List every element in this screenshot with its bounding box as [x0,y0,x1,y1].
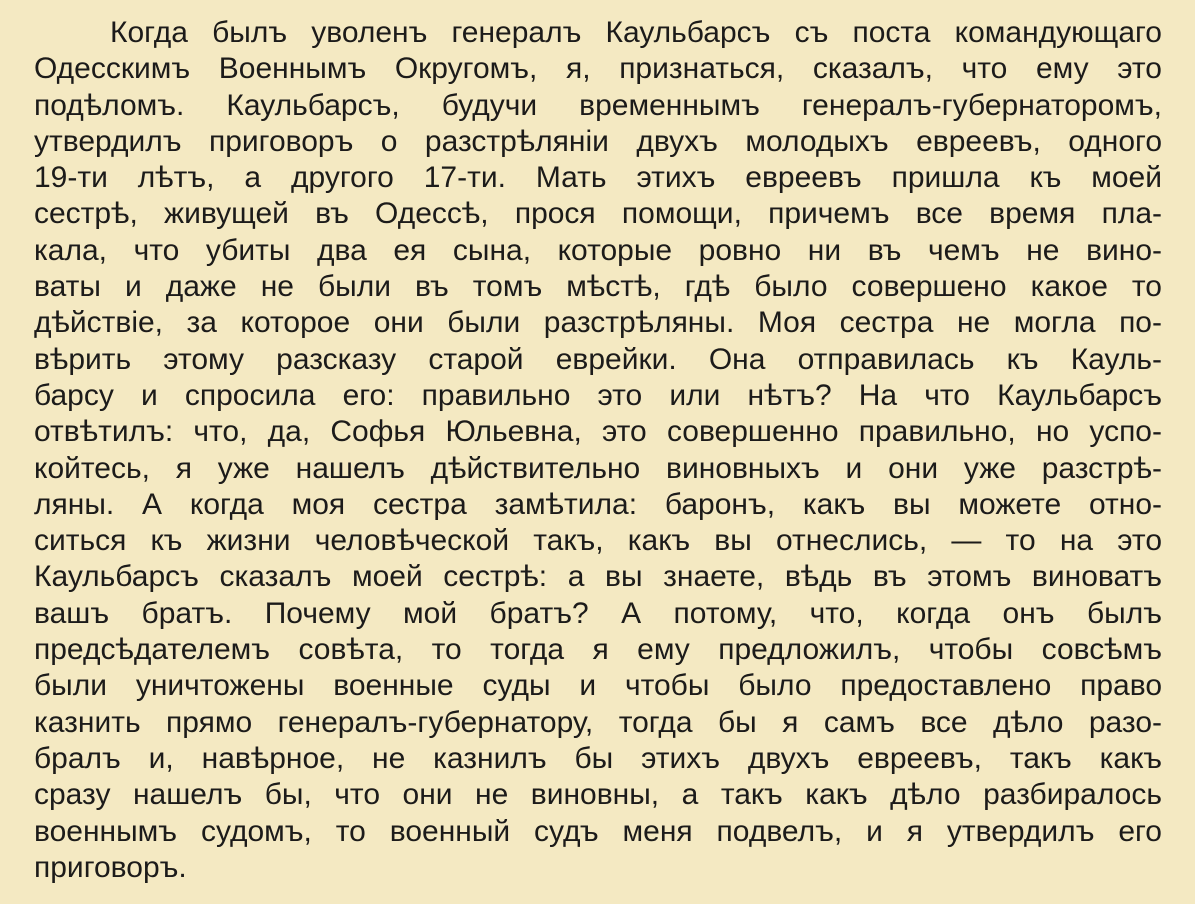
text-line: ситься къ жизни человѣческой такъ, какъ вы отнеслись, — то на это [34,524,1162,558]
text-line: дѣйствіе, за которое они были разстрѣляны. Моя сестра не могла по- [34,306,1162,340]
text-line: Одесскимъ Военнымъ Округомъ, я, признаться, сказалъ, что ему это [34,52,1162,86]
text-line: утвердилъ приговоръ о разстрѣляніи двухъ молодыхъ евреевъ, одного [34,124,1162,158]
text-line: ляны. А когда моя сестра замѣтила: баронъ, какъ вы можете отно- [34,487,1162,521]
text-line: подѣломъ. Каульбарсъ, будучи временнымъ генералъ-губернаторомъ, [34,88,1162,122]
text-line: приговоръ. [34,850,187,884]
text-line: ваты и даже не были въ томъ мѣстѣ, гдѣ было совершено какое то [34,270,1162,304]
text-line: Когда былъ уволенъ генералъ Каульбарсъ съ поста командующаго [110,16,1162,49]
text-line: были уничтожены военные суды и чтобы было предоставлено право [34,669,1162,703]
paragraph [34,15,1162,886]
text-line: военнымъ судомъ, то военный судъ меня подвелъ, и я утвердилъ его [34,814,1162,848]
text-line: вашъ братъ. Почему мой братъ? А потому, что, когда онъ былъ [34,596,1162,630]
text-line: Каульбарсъ сказалъ моей сестрѣ: а вы знаете, вѣдь въ этомъ виноватъ [34,560,1162,594]
text-line: отвѣтилъ: что, да, Софья Юльевна, это совершенно правильно, но успо- [34,415,1162,449]
text-line: бралъ и, навѣрное, не казнилъ бы этихъ двухъ евреевъ, такъ какъ [34,741,1162,775]
text-line: казнить прямо генералъ-губернатору, тогда бы я самъ все дѣло разо- [34,705,1162,739]
text-line: кала, что убиты два ея сына, которые ровно ни въ чемъ не вино- [34,233,1162,267]
text-line: вѣрить этому разсказу старой еврейки. Она отправилась къ Кауль- [34,342,1162,376]
text-line: сестрѣ, живущей въ Одессѣ, прося помощи, причемъ все время пла- [34,197,1162,231]
text-line: предсѣдателемъ совѣта, то тогда я ему предложилъ, чтобы совсѣмъ [34,633,1162,667]
text-line: сразу нашелъ бы, что они не виновны, а такъ какъ дѣло разбиралось [34,778,1162,812]
text-line: барсу и спросила его: правильно это или нѣтъ? На что Каульбарсъ [34,378,1162,412]
text-line: койтесь, я уже нашелъ дѣйствительно виновныхъ и они уже разстрѣ- [34,451,1162,485]
text-line: 19-ти лѣтъ, а другого 17-ти. Мать этихъ евреевъ пришла къ моей [34,161,1162,195]
